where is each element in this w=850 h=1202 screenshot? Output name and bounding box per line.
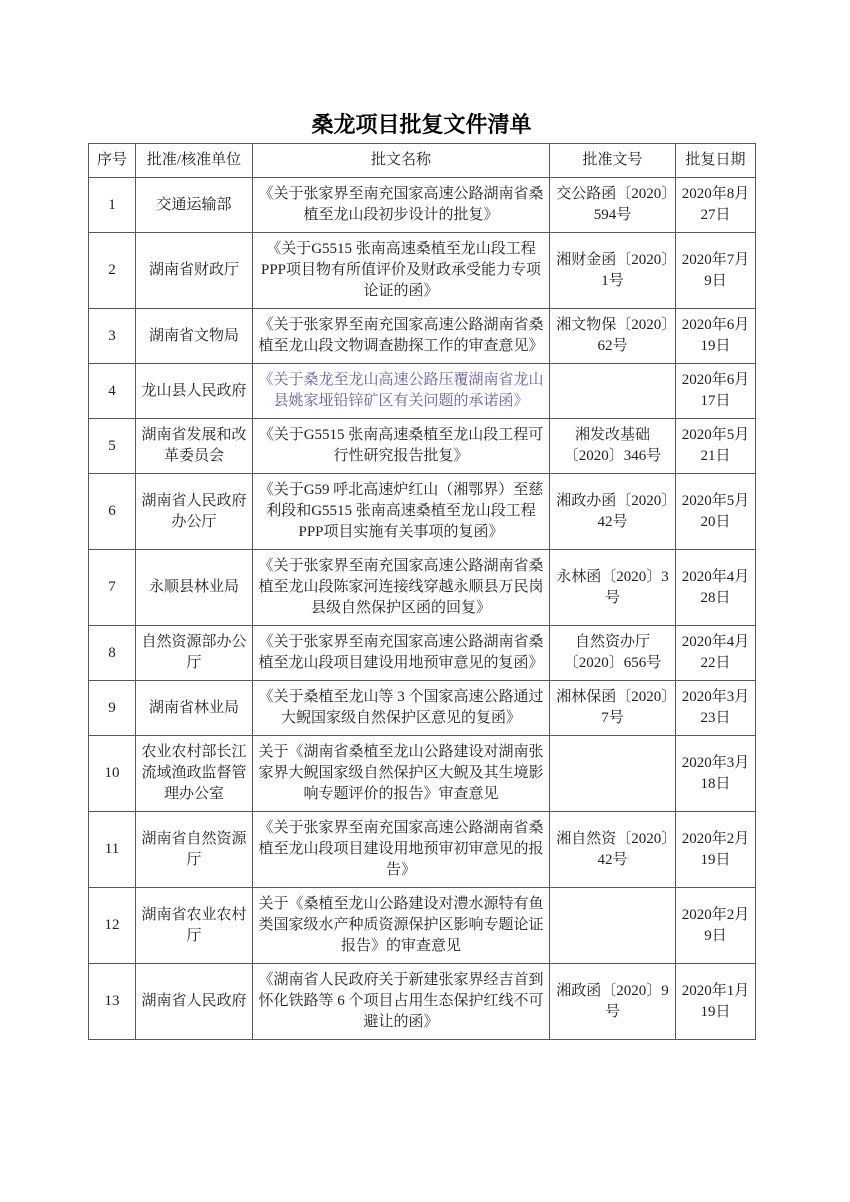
- cell-serial-number: 12: [89, 888, 136, 964]
- cell-document-number: 湘文物保〔2020〕62号: [550, 309, 676, 364]
- approval-documents-table: [88, 143, 756, 1040]
- cell-document-number: 湘林保函〔2020〕7号: [550, 681, 676, 736]
- cell-serial-number: 9: [89, 681, 136, 736]
- document-content: [88, 0, 755, 1040]
- cell-approving-unit: 永顺县林业局: [136, 550, 253, 626]
- table-row: [89, 736, 756, 812]
- cell-approving-unit: 湖南省人民政府: [136, 964, 253, 1040]
- cell-serial-number: 1: [89, 178, 136, 233]
- cell-document-number: 湘政办函〔2020〕42号: [550, 474, 676, 550]
- cell-document-title: 《湖南省人民政府关于新建张家界经吉首到怀化铁路等 6 个项目占用生态保护红线不可避让的函》: [253, 964, 550, 1040]
- table-row: [89, 550, 756, 626]
- cell-approval-date: 2020年1月19日: [676, 964, 756, 1040]
- column-header-approval-date: 批复日期: [676, 144, 756, 178]
- cell-document-title: 关于《湖南省桑植至龙山公路建设对湖南张家界大鲵国家级自然保护区大鲵及其生境影响专题评价的报告》审查意见: [253, 736, 550, 812]
- cell-approval-date: 2020年5月21日: [676, 419, 756, 474]
- table-row: [89, 309, 756, 364]
- cell-document-title: 《关于张家界至南充国家高速公路湖南省桑植至龙山段项目建设用地预审初审意见的报告》: [253, 812, 550, 888]
- column-header-document-number: 批准文号: [550, 144, 676, 178]
- cell-document-number: 自然资办厅〔2020〕656号: [550, 626, 676, 681]
- cell-approving-unit: 龙山县人民政府: [136, 364, 253, 419]
- column-header-approving-unit: 批准/核准单位: [136, 144, 253, 178]
- cell-document-title: 《关于G5515 张南高速桑植至龙山段工程可行性研究报告批复》: [253, 419, 550, 474]
- cell-approving-unit: 交通运输部: [136, 178, 253, 233]
- table-row: [89, 419, 756, 474]
- cell-approval-date: 2020年4月22日: [676, 626, 756, 681]
- cell-approving-unit: 湖南省自然资源厅: [136, 812, 253, 888]
- cell-serial-number: 4: [89, 364, 136, 419]
- cell-approving-unit: 湖南省农业农村厅: [136, 888, 253, 964]
- cell-document-number: 湘自然资〔2020〕42号: [550, 812, 676, 888]
- table-row: [89, 681, 756, 736]
- cell-serial-number: 13: [89, 964, 136, 1040]
- cell-serial-number: 8: [89, 626, 136, 681]
- cell-approval-date: 2020年6月19日: [676, 309, 756, 364]
- table-header-row: [89, 144, 756, 178]
- cell-approval-date: 2020年3月18日: [676, 736, 756, 812]
- table-row: [89, 626, 756, 681]
- table-row: [89, 178, 756, 233]
- cell-document-title: 《关于张家界至南充国家高速公路湖南省桑植至龙山段初步设计的批复》: [253, 178, 550, 233]
- cell-approving-unit: 湖南省林业局: [136, 681, 253, 736]
- cell-document-title: 《关于张家界至南充国家高速公路湖南省桑植至龙山段文物调查勘探工作的审查意见》: [253, 309, 550, 364]
- cell-document-number: [550, 736, 676, 812]
- cell-approving-unit: 湖南省人民政府办公厅: [136, 474, 253, 550]
- cell-serial-number: 5: [89, 419, 136, 474]
- cell-serial-number: 7: [89, 550, 136, 626]
- column-header-serial-number: 序号: [89, 144, 136, 178]
- cell-approval-date: 2020年5月20日: [676, 474, 756, 550]
- column-header-document-title: 批文名称: [253, 144, 550, 178]
- cell-approval-date: 2020年2月19日: [676, 812, 756, 888]
- cell-approval-date: 2020年6月17日: [676, 364, 756, 419]
- cell-serial-number: 11: [89, 812, 136, 888]
- cell-approving-unit: 自然资源部办公厅: [136, 626, 253, 681]
- cell-approval-date: 2020年7月9日: [676, 233, 756, 309]
- table-row: [89, 812, 756, 888]
- cell-approval-date: 2020年4月28日: [676, 550, 756, 626]
- cell-document-title: 关于《桑植至龙山公路建设对澧水源特有鱼类国家级水产种质资源保护区影响专题论证报告》的审查意见: [253, 888, 550, 964]
- cell-serial-number: 6: [89, 474, 136, 550]
- cell-approving-unit: 农业农村部长江流域渔政监督管理办公室: [136, 736, 253, 812]
- cell-document-number: 湘财金函〔2020〕1号: [550, 233, 676, 309]
- cell-document-title: 《关于G5515 张南高速桑植至龙山段工程PPP项目物有所值评价及财政承受能力专项论证的函》: [253, 233, 550, 309]
- cell-document-title: 《关于张家界至南充国家高速公路湖南省桑植至龙山段陈家河连接线穿越永顺县万民岗县级自然保护区函的回复》: [253, 550, 550, 626]
- cell-document-number: 湘政函〔2020〕9号: [550, 964, 676, 1040]
- cell-document-number: 永林函〔2020〕3号: [550, 550, 676, 626]
- cell-serial-number: 3: [89, 309, 136, 364]
- cell-document-number: 交公路函〔2020〕594号: [550, 178, 676, 233]
- table-row: [89, 964, 756, 1040]
- page-title: 桑龙项目批复文件清单: [311, 112, 532, 137]
- cell-document-title: 《关于G59 呼北高速炉红山（湘鄂界）至慈利段和G5515 张南高速桑植至龙山段工程PPP项目实施有关事项的复函》: [253, 474, 550, 550]
- cell-approval-date: 2020年3月23日: [676, 681, 756, 736]
- cell-document-number: 湘发改基础〔2020〕346号: [550, 419, 676, 474]
- table-row: [89, 364, 756, 419]
- cell-document-title: 《关于桑植至龙山等 3 个国家高速公路通过大鲵国家级自然保护区意见的复函》: [253, 681, 550, 736]
- cell-approval-date: 2020年8月27日: [676, 178, 756, 233]
- cell-approving-unit: 湖南省文物局: [136, 309, 253, 364]
- table-row: [89, 233, 756, 309]
- table-row: [89, 474, 756, 550]
- table-row: [89, 888, 756, 964]
- cell-approval-date: 2020年2月9日: [676, 888, 756, 964]
- cell-document-number: [550, 888, 676, 964]
- cell-document-number: [550, 364, 676, 419]
- cell-document-title: 《关于桑龙至龙山高速公路压覆湖南省龙山县姚家垭铅锌矿区有关问题的承诺函》: [253, 364, 550, 419]
- cell-document-title: 《关于张家界至南充国家高速公路湖南省桑植至龙山段项目建设用地预审意见的复函》: [253, 626, 550, 681]
- cell-serial-number: 10: [89, 736, 136, 812]
- cell-approving-unit: 湖南省财政厅: [136, 233, 253, 309]
- cell-serial-number: 2: [89, 233, 136, 309]
- cell-approving-unit: 湖南省发展和改革委员会: [136, 419, 253, 474]
